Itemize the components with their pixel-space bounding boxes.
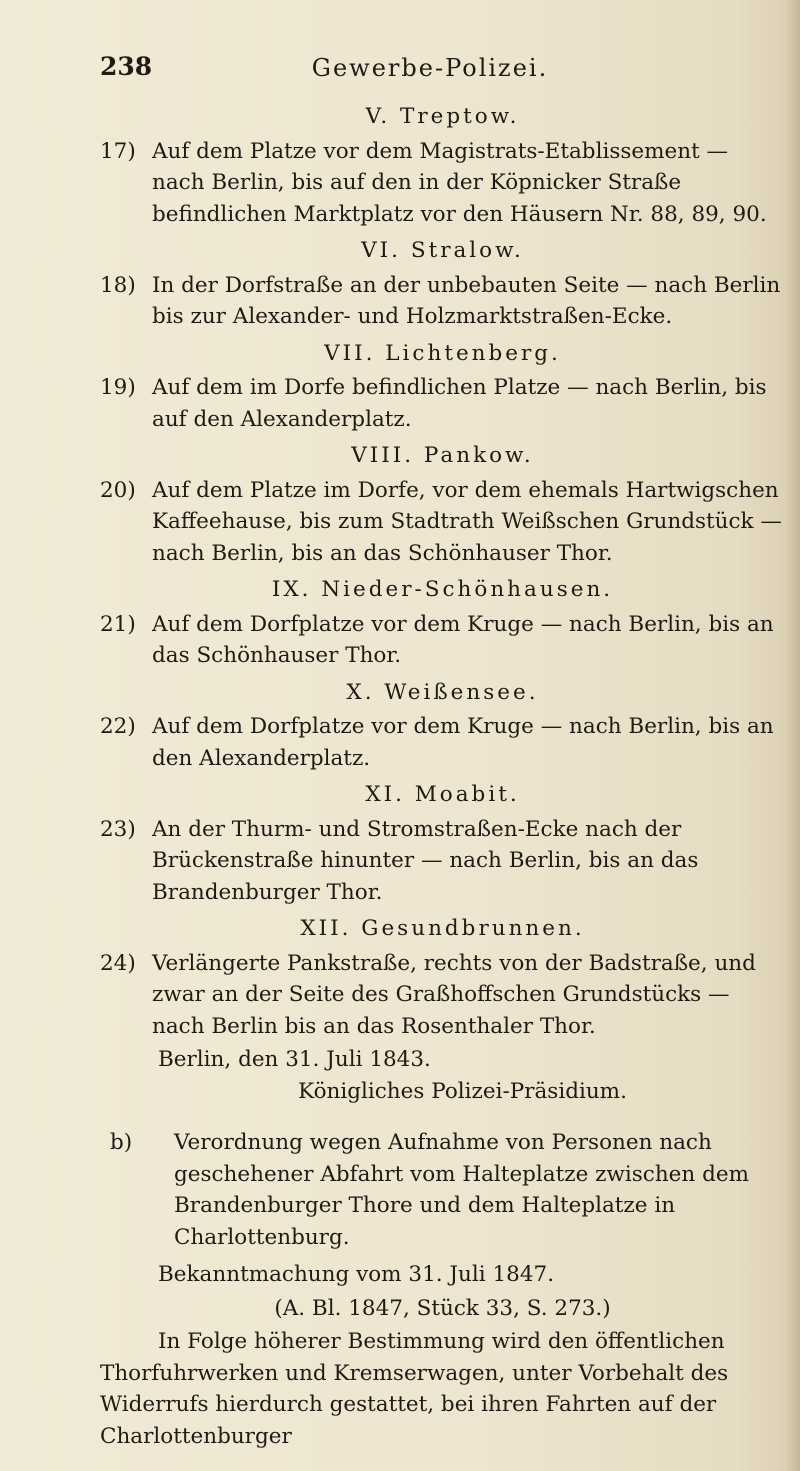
page-header	[100, 52, 760, 92]
bekanntmachung-line: Bekanntmachung vom 31. Juli 1847.	[158, 1262, 555, 1287]
entry-text: Auf dem Platze im Dorfe, vor dem ehemals Hartwigschen Kaffeehause, bis zum Stadtrath Weißschen Grundstück — nach Berlin, bis an das Schönhauser Thor.	[152, 477, 782, 566]
entry-text: In der Dorfstraße an der unbebauten Seite — nach Berlin bis zur Alexander- und Holzmarktstraßen-Ecke.	[152, 272, 781, 329]
section-heading: VI. Stralow.	[361, 238, 524, 263]
entry-text: Auf dem Dorfplatze vor dem Kruge — nach Berlin, bis an den Alexanderplatz.	[152, 714, 774, 771]
section-heading: XII. Gesundbrunnen.	[300, 916, 585, 941]
page-number: 238	[100, 52, 153, 81]
section-heading: VIII. Pankow.	[351, 443, 534, 468]
section-heading: IX. Nieder-Schönhausen.	[271, 577, 614, 602]
entry-number: 24)	[100, 950, 136, 976]
body-paragraph: In Folge höherer Bestimmung wird den öffentlichen Thorfuhrwerken und Kremserwagen, unter Vorbehalt des Widerrufs hierdurch gestattet, bei ihren Fahrten auf der Charlottenburger	[100, 1329, 729, 1449]
section-heading: V. Treptow.	[365, 104, 520, 129]
ordinance-entry	[100, 948, 785, 1043]
entry-number: 19)	[100, 375, 136, 400]
ordinance-entry	[100, 711, 785, 774]
running-title: Gewerbe-Polizei.	[311, 54, 549, 82]
entry-number: 18)	[100, 272, 136, 298]
ordinance-entry	[100, 372, 785, 435]
section-heading: VII. Lichtenberg.	[324, 340, 561, 366]
entry-number: 23)	[100, 816, 136, 842]
ordinance-list	[100, 101, 785, 1042]
ordinance-entry	[100, 609, 785, 672]
entry-number: 21)	[100, 611, 136, 637]
entry-text: Auf dem Platze vor dem Magistrats-Etablissement — nach Berlin, bis auf den in der Köpnicker Straße befindlichen Marktplatz vor den Häusern Nr. 88, 89, 90.	[152, 138, 767, 227]
page-edge-shadow	[786, 0, 800, 1471]
subsection-label: b)	[110, 1130, 133, 1155]
ordinance-entry	[100, 136, 785, 231]
ordinance-entry	[100, 814, 785, 909]
entry-number: 20)	[100, 477, 136, 503]
page-content	[100, 96, 785, 1452]
entry-text: Auf dem im Dorfe befindlichen Platze — nach Berlin, bis auf den Alexanderplatz.	[152, 375, 767, 432]
subsection-heading	[100, 1127, 785, 1253]
signature-authority: Königliches Polizei-Präsidium.	[298, 1078, 627, 1104]
ordinance-entry	[100, 270, 785, 333]
entry-text: Auf dem Dorfplatze vor dem Kruge — nach Berlin, bis an das Schönhauser Thor.	[152, 611, 774, 668]
subsection-title: Verordnung wegen Aufnahme von Personen nach geschehener Abfahrt vom Halteplatze zwischen dem Brandenburger Thore und dem Halteplatze in Charlottenburg.	[174, 1130, 749, 1250]
source-citation: (A. Bl. 1847, Stück 33, S. 273.)	[274, 1295, 611, 1321]
ordinance-entry	[100, 475, 785, 570]
entry-number: 22)	[100, 714, 136, 739]
entry-text: Verlängerte Pankstraße, rechts von der Badstraße, und zwar an der Seite des Graßhoffschen Grundstücks — nach Berlin bis an das Rosenthaler Thor.	[152, 950, 756, 1039]
entry-number: 17)	[100, 138, 136, 164]
section-heading: XI. Moabit.	[365, 782, 520, 807]
section-heading: X. Weißensee.	[346, 679, 539, 705]
signature-date: Berlin, den 31. Juli 1843.	[158, 1047, 431, 1072]
entry-text: An der Thurm- und Stromstraßen-Ecke nach der Brückenstraße hinunter — nach Berlin, bis an das Brandenburger Thor.	[152, 816, 699, 905]
